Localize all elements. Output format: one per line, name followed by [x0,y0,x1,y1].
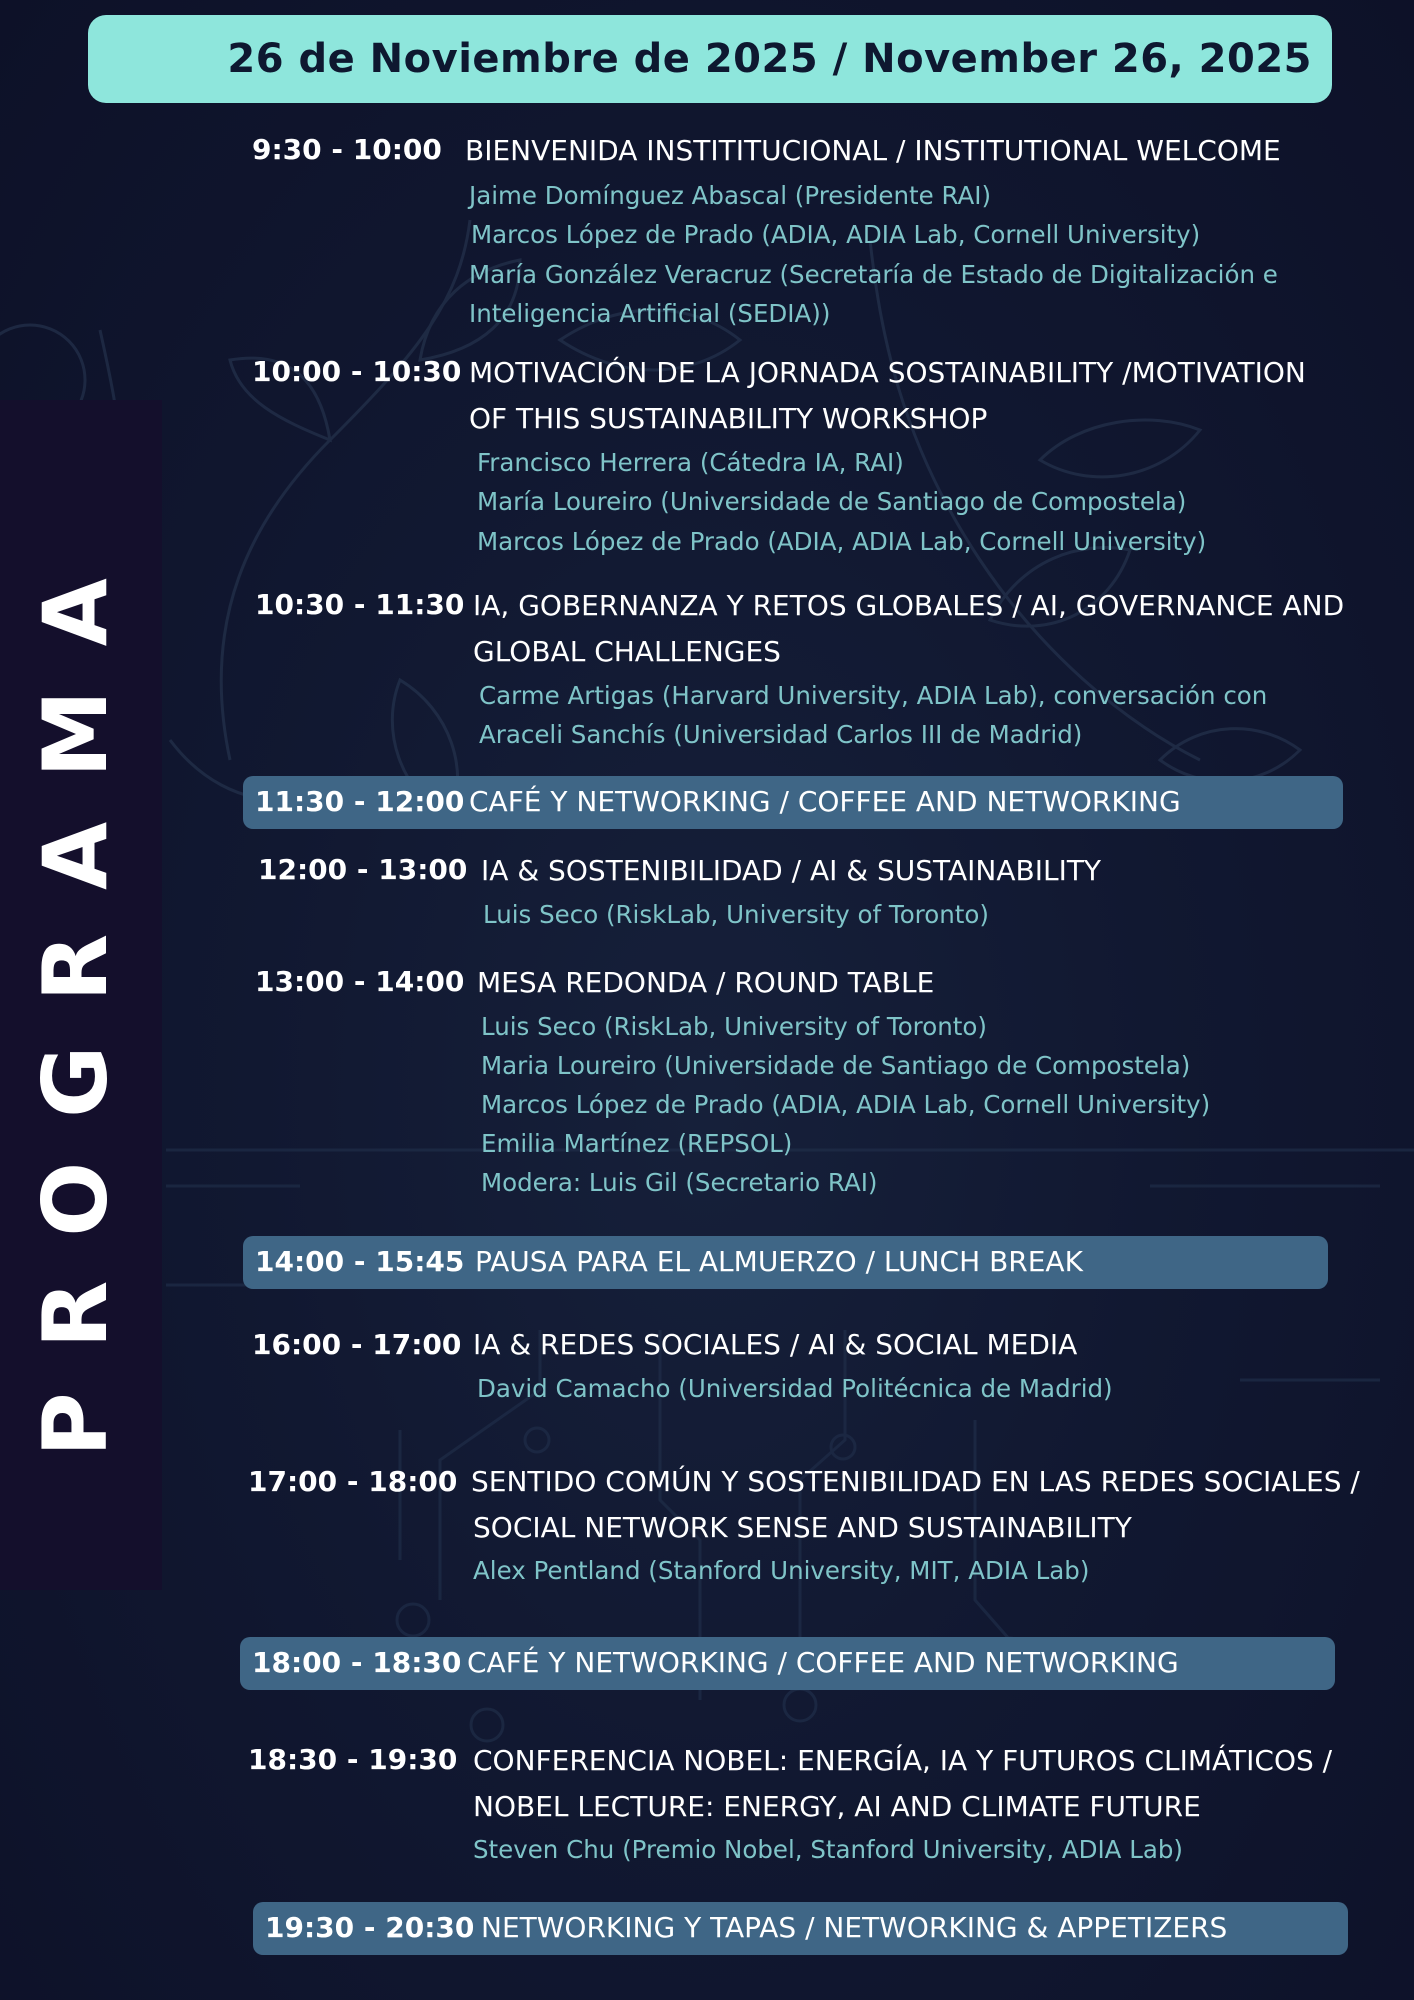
session-title: IA & REDES SOCIALES / AI & SOCIAL MEDIA [473,1328,1078,1361]
session-time: 16:00 - 17:00 [252,1328,462,1361]
session-title: SENTIDO COMÚN Y SOSTENIBILIDAD EN LAS REDES SOCIALES / [471,1465,1360,1498]
session-speaker: Marcos López de Prado (ADIA, ADIA Lab, Cornell University) [471,220,1201,249]
session-title-line2: OF THIS SUSTAINABILITY WORKSHOP [469,402,988,435]
session-title-line2: GLOBAL CHALLENGES [473,635,781,668]
date-text: 26 de Noviembre de 2025 / November 26, 2025 [227,36,1312,82]
session-time: 14:00 - 15:45 [255,1245,465,1278]
session-time: 12:00 - 13:00 [258,853,468,886]
session-speaker: David Camacho (Universidad Politécnica de Madrid) [477,1374,1113,1403]
session-title: MESA REDONDA / ROUND TABLE [477,966,935,999]
session-time: 13:00 - 14:00 [255,965,465,998]
session-speaker: Alex Pentland (Stanford University, MIT, ADIA Lab) [473,1556,1090,1585]
session-time: 9:30 - 10:00 [252,133,442,166]
session-time: 11:30 - 12:00 [255,785,465,818]
session-title: IA & SOSTENIBILIDAD / AI & SUSTAINABILITY [481,854,1102,887]
session-speaker: Marcos López de Prado (ADIA, ADIA Lab, Cornell University) [477,527,1207,556]
session-time: 10:00 - 10:30 [252,355,462,388]
session-speaker: Maria Loureiro (Universidade de Santiago de Compostela) [481,1051,1191,1080]
session-speaker: Araceli Sanchís (Universidad Carlos III de Madrid) [479,720,1083,749]
session-title: CONFERENCIA NOBEL: ENERGÍA, IA Y FUTUROS CLIMÁTICOS / [473,1744,1333,1777]
session-title: CAFÉ Y NETWORKING / COFFEE AND NETWORKING [469,785,1181,818]
session-title: BIENVENIDA INSTITITUCIONAL / INSTITUTIONAL WELCOME [465,134,1281,167]
session-time: 10:30 - 11:30 [255,588,465,621]
session-title: CAFÉ Y NETWORKING / COFFEE AND NETWORKING [467,1646,1179,1679]
session-time: 17:00 - 18:00 [248,1465,458,1498]
session-speaker: Francisco Herrera (Cátedra IA, RAI) [477,448,904,477]
session-speaker: Steven Chu (Premio Nobel, Stanford University, ADIA Lab) [473,1835,1183,1864]
session-title: MOTIVACIÓN DE LA JORNADA SOSTAINABILITY /MOTIVATION [469,356,1306,389]
session-speaker: Luis Seco (RiskLab, University of Toronto) [483,900,989,929]
session-moderator: Modera: Luis Gil (Secretario RAI) [481,1168,878,1197]
date-header [88,15,1332,103]
session-speaker: María Loureiro (Universidade de Santiago de Compostela) [477,487,1187,516]
session-speaker: Inteligencia Artificial (SEDIA)) [469,299,831,328]
session-title: NETWORKING Y TAPAS / NETWORKING & APPETIZERS [481,1911,1228,1944]
session-speaker: María González Veracruz (Secretaría de Estado de Digitalización e [469,260,1278,289]
session-time: 18:00 - 18:30 [252,1646,462,1679]
session-title: PAUSA PARA EL ALMUERZO / LUNCH BREAK [475,1245,1083,1278]
session-title-line2: SOCIAL NETWORK SENSE AND SUSTAINABILITY [473,1511,1132,1544]
session-speaker: Marcos López de Prado (ADIA, ADIA Lab, Cornell University) [481,1090,1211,1119]
session-title: IA, GOBERNANZA Y RETOS GLOBALES / AI, GOVERNANCE AND [473,589,1345,622]
program-label-text: PROGRAMA [23,533,127,1457]
session-speaker: Jaime Domínguez Abascal (Presidente RAI) [469,181,992,210]
session-time: 19:30 - 20:30 [265,1911,475,1944]
program-label [0,400,150,1590]
session-speaker: Luis Seco (RiskLab, University of Toronto) [481,1012,987,1041]
session-title-line2: NOBEL LECTURE: ENERGY, AI AND CLIMATE FUTURE [473,1790,1201,1823]
session-time: 18:30 - 19:30 [248,1743,458,1776]
session-speaker: Emilia Martínez (REPSOL) [481,1129,793,1158]
session-speaker: Carme Artigas (Harvard University, ADIA Lab), conversación con [479,681,1268,710]
